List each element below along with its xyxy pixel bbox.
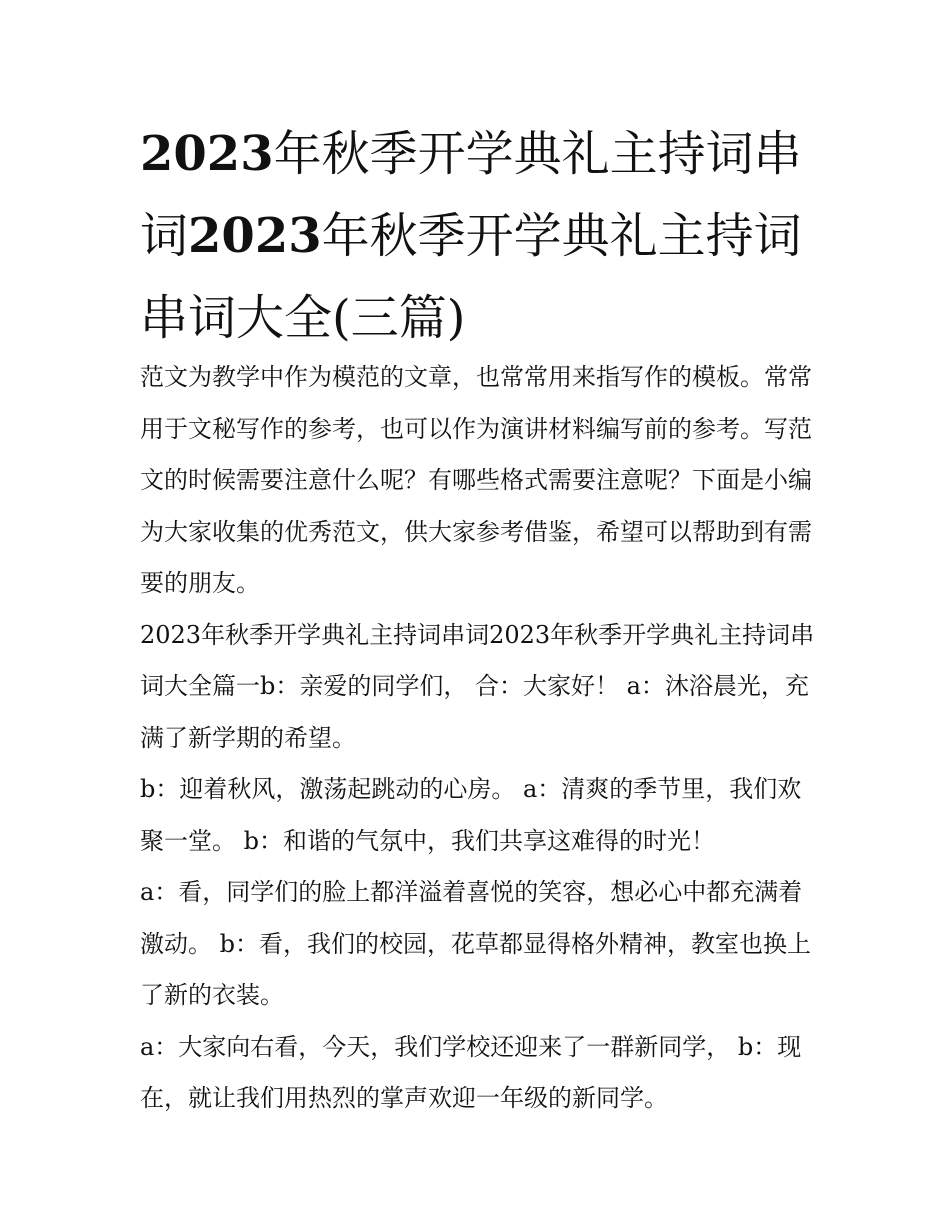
paragraph-3: a：看，同学们的脸上都洋溢着喜悦的笑容，想必心中都充满着激动。 b：看，我们的校园，花草都显得格外精神，教室也换上了新的衣装。 bbox=[140, 878, 811, 1009]
intro-paragraph: 范文为教学中作为模范的文章，也常常用来指写作的模板。常常用于文秘写作的参考，也可以作为演讲材料编写前的参考。写范文的时候需要注意什么呢？有哪些格式需要注意呢？下面是小编为大家收集的优秀范文，供大家参考借鉴，希望可以帮助到有需要的朋友。 bbox=[140, 363, 812, 597]
paragraph-4: a：大家向右看，今天，我们学校还迎来了一群新同学， b：现在，就让我们用热烈的掌声欢迎一年级的新同学。 bbox=[140, 1032, 802, 1112]
paragraph-2: b：迎着秋风，激荡起跳动的心房。 a：清爽的季节里，我们欢聚一堂。 b：和谐的气氛中，我们共享这难得的时光！ bbox=[140, 775, 802, 855]
paragraph-1: 2023年秋季开学典礼主持词串词2023年秋季开学典礼主持词串词大全篇一b：亲爱的同学们， 合：大家好！ a：沐浴晨光，充满了新学期的希望。 bbox=[140, 620, 815, 752]
document-title: 2023年秋季开学典礼主持词串词2023年秋季开学典礼主持词串词大全(三篇) bbox=[140, 126, 802, 346]
document-body bbox=[140, 352, 820, 1125]
